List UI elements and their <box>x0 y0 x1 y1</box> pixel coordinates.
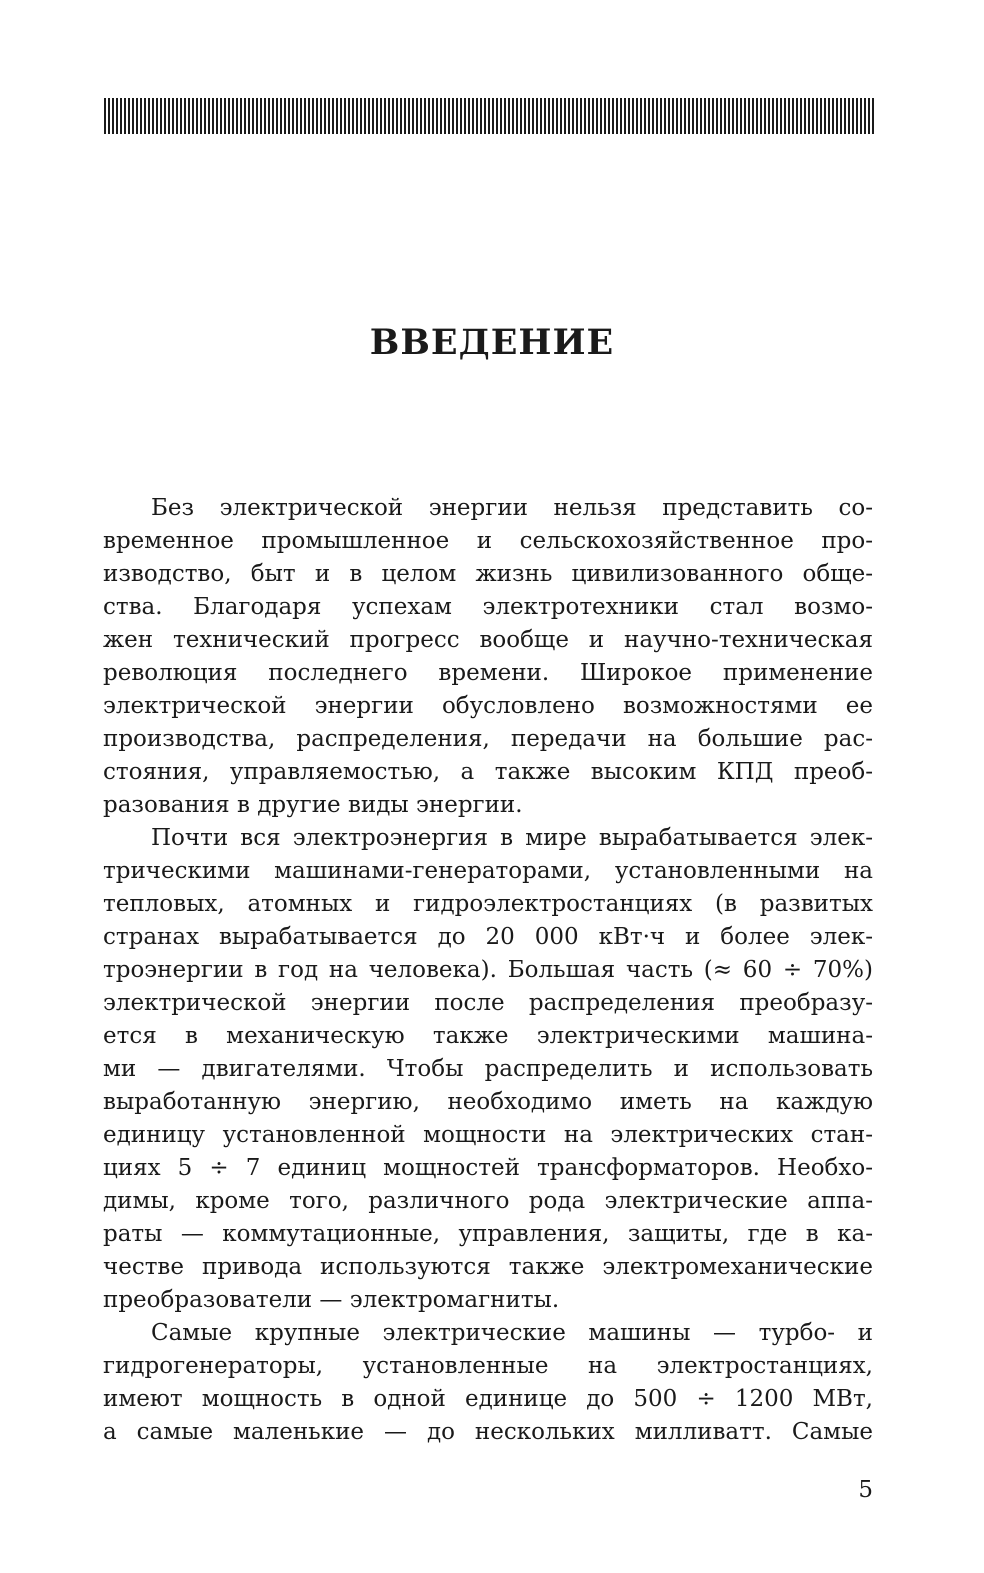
text-line: Почти вся электроэнергия в мире вырабатывается элек- <box>151 825 873 851</box>
text-line: трическими машинами-генераторами, установленными на <box>103 858 873 884</box>
text-line: ется в механическую также электрическими машина- <box>103 1023 873 1049</box>
text-line: преобразователи — электромагниты. <box>103 1287 560 1313</box>
header-ornament-bar <box>104 98 874 134</box>
text-line: ми — двигателями. Чтобы распределить и использовать <box>103 1056 873 1082</box>
text-line: стояния, управляемостью, а также высоким КПД преоб- <box>103 759 873 785</box>
text-line: жен технический прогресс вообще и научно-техническая <box>103 627 873 653</box>
page-number: 5 <box>858 1477 873 1503</box>
body-text <box>103 492 873 1449</box>
text-line: изводство, быт и в целом жизнь цивилизованного обще- <box>103 561 873 587</box>
text-line: димы, кроме того, различного рода электрические аппа- <box>103 1188 873 1214</box>
text-line: тепловых, атомных и гидроэлектростанциях (в развитых <box>103 891 873 917</box>
text-line: раты — коммутационные, управления, защиты, где в ка- <box>103 1221 873 1247</box>
chapter-title: ВВЕДЕНИЕ <box>369 322 615 363</box>
text-line: странах вырабатывается до 20 000 кВт·ч и более элек- <box>103 924 873 950</box>
text-line: единицу установленной мощности на электрических стан- <box>103 1122 873 1148</box>
text-line: гидрогенераторы, установленные на электростанциях, <box>103 1353 873 1379</box>
text-line: производства, распределения, передачи на большие рас- <box>103 726 873 752</box>
text-line: а самые маленькие — до нескольких милливатт. Самые <box>103 1419 873 1445</box>
text-line: электрической энергии после распределения преобразу- <box>103 990 873 1016</box>
text-line: временное промышленное и сельскохозяйственное про- <box>103 528 873 554</box>
text-line: имеют мощность в одной единице до 500 ÷ 1200 МВт, <box>103 1386 873 1412</box>
text-line: честве привода используются также электромеханические <box>103 1254 873 1280</box>
text-line: Самые крупные электрические машины — турбо- и <box>151 1320 873 1346</box>
text-line: ства. Благодаря успехам электротехники стал возмо- <box>103 594 873 620</box>
text-line: циях 5 ÷ 7 единиц мощностей трансформаторов. Необхо- <box>103 1155 873 1181</box>
text-line: электрической энергии обусловлено возможностями ее <box>103 693 873 719</box>
text-line: выработанную энергию, необходимо иметь на каждую <box>103 1089 873 1115</box>
text-line: разования в другие виды энергии. <box>103 792 523 818</box>
text-line: революция последнего времени. Широкое применение <box>103 660 873 686</box>
text-line: Без электрической энергии нельзя представить со- <box>151 495 873 521</box>
text-line: троэнергии в год на человека). Большая часть (≈ 60 ÷ 70%) <box>103 957 873 983</box>
